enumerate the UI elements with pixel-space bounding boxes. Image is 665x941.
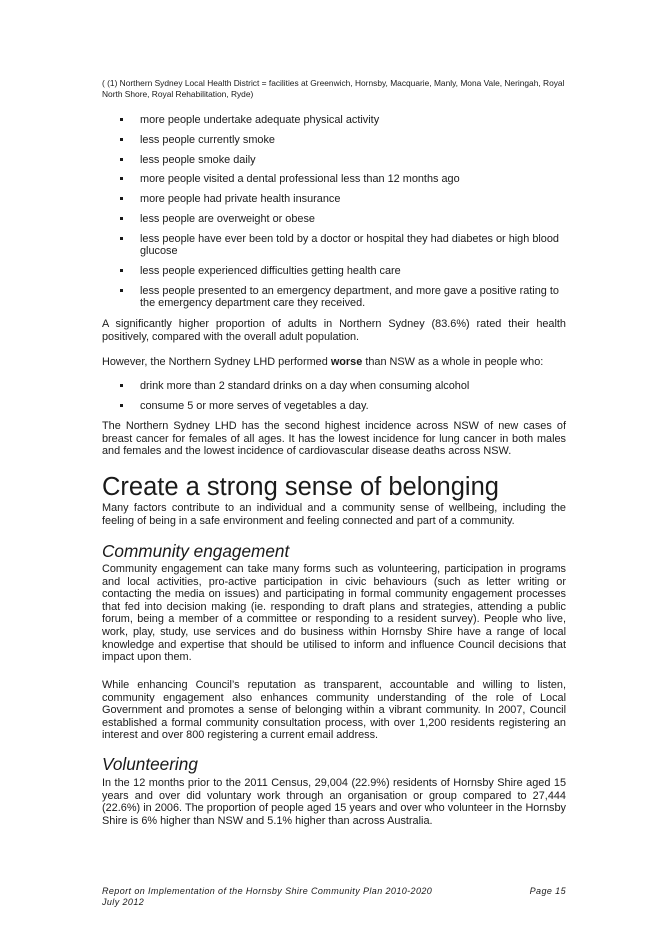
list-item: less people have ever been told by a doctor or hospital they had diabetes or high blood glucose <box>102 233 566 258</box>
volunteering-heading: Volunteering <box>102 754 198 774</box>
bullet-square-icon <box>120 158 123 161</box>
bullet-square-icon <box>120 404 123 407</box>
bullet-square-icon <box>120 217 123 220</box>
footer-date: July 2012 <box>102 897 145 907</box>
health-rating-paragraph: A significantly higher proportion of adults in Northern Sydney (83.6%) rated their health positively, compared with the overall adult population. <box>102 318 566 343</box>
list-item: less people experienced difficulties getting health care <box>102 265 566 277</box>
list-item: drink more than 2 standard drinks on a day when consuming alcohol <box>102 380 566 392</box>
bullet-square-icon <box>120 197 123 200</box>
list-item: less people smoke daily <box>102 154 566 166</box>
volunteering-paragraph: In the 12 months prior to the 2011 Census, 29,004 (22.9%) residents of Hornsby Shire aged 15 years and over did voluntary work through an organisation or group compared to 27,444 (22.6%) in 2006. The proportion of people aged 15 years and over who volunteer in the Hornsby Shire is 6% higher than NSW and 5.1% higher than across Australia. <box>102 777 566 827</box>
section-intro-paragraph: Many factors contribute to an individual and a community sense of wellbeing, including the feeling of being in a safe environment and feeling connected and part of a community. <box>102 502 566 527</box>
community-engagement-heading: Community engagement <box>102 541 290 561</box>
bullet-square-icon <box>120 384 123 387</box>
bullet-square-icon <box>120 138 123 141</box>
better-results-list <box>102 114 566 317</box>
list-item: less people presented to an emergency department, and more gave a positive rating to the emergency department care they received. <box>102 285 566 310</box>
section-heading: Create a strong sense of belonging <box>102 473 499 501</box>
list-item: more people had private health insurance <box>102 193 566 205</box>
bullet-square-icon <box>120 118 123 121</box>
list-item: more people undertake adequate physical activity <box>102 114 566 126</box>
footer-report-title: Report on Implementation of the Hornsby Shire Community Plan 2010-2020 <box>102 886 433 896</box>
list-item: less people currently smoke <box>102 134 566 146</box>
bullet-square-icon <box>120 269 123 272</box>
emphasis-worse: worse <box>330 356 363 368</box>
page-number: Page 15 <box>529 886 566 896</box>
cancer-incidence-paragraph: The Northern Sydney LHD has the second highest incidence across NSW of new cases of breast cancer for females of all ages. It has the lowest incidence for lung cancer in both males and females and the lowest incidence of cardiovascular disease deaths across NSW. <box>102 420 566 458</box>
page-footer <box>102 886 566 908</box>
worse-results-list <box>102 380 566 421</box>
bullet-square-icon <box>120 289 123 292</box>
list-item: less people are overweight or obese <box>102 213 566 225</box>
worse-intro-paragraph: However, the Northern Sydney LHD performed worse than NSW as a whole in people who: <box>102 356 544 368</box>
list-item: consume 5 or more serves of vegetables a day. <box>102 400 566 412</box>
community-engagement-paragraph-1: Community engagement can take many forms such as volunteering, participation in programs and local activities, pro-active participation in civic behaviours (such as letter writing or contacting the media on issues) and participating in formal community engagement processes that fed into decision making (ie. responding to draft plans and strategies, attending a public forum, being a member of a committee or responding to a resident survey). People who live, work, play, study, use services and do business within Hornsby Shire have a range of local knowledge and expertise that should be utilised to inform and influence Council decisions that impact upon them. <box>102 563 566 664</box>
list-item: more people visited a dental professional less than 12 months ago <box>102 173 566 185</box>
bullet-square-icon <box>120 237 123 240</box>
bullet-square-icon <box>120 177 123 180</box>
footnote: ( (1) Northern Sydney Local Health District = facilities at Greenwich, Hornsby, Macquarie, Manly, Mona Vale, Neringah, Royal North Shore, Royal Rehabilitation, Ryde) <box>102 78 565 99</box>
community-engagement-paragraph-2: While enhancing Council’s reputation as transparent, accountable and willing to listen, community engagement also enhances community understanding of the role of Local Government and promotes a sense of belonging within a vibrant community. In 2007, Council established a formal community consultation process, with over 1,200 residents registering an interest and over 800 registering a current email address. <box>102 679 566 742</box>
